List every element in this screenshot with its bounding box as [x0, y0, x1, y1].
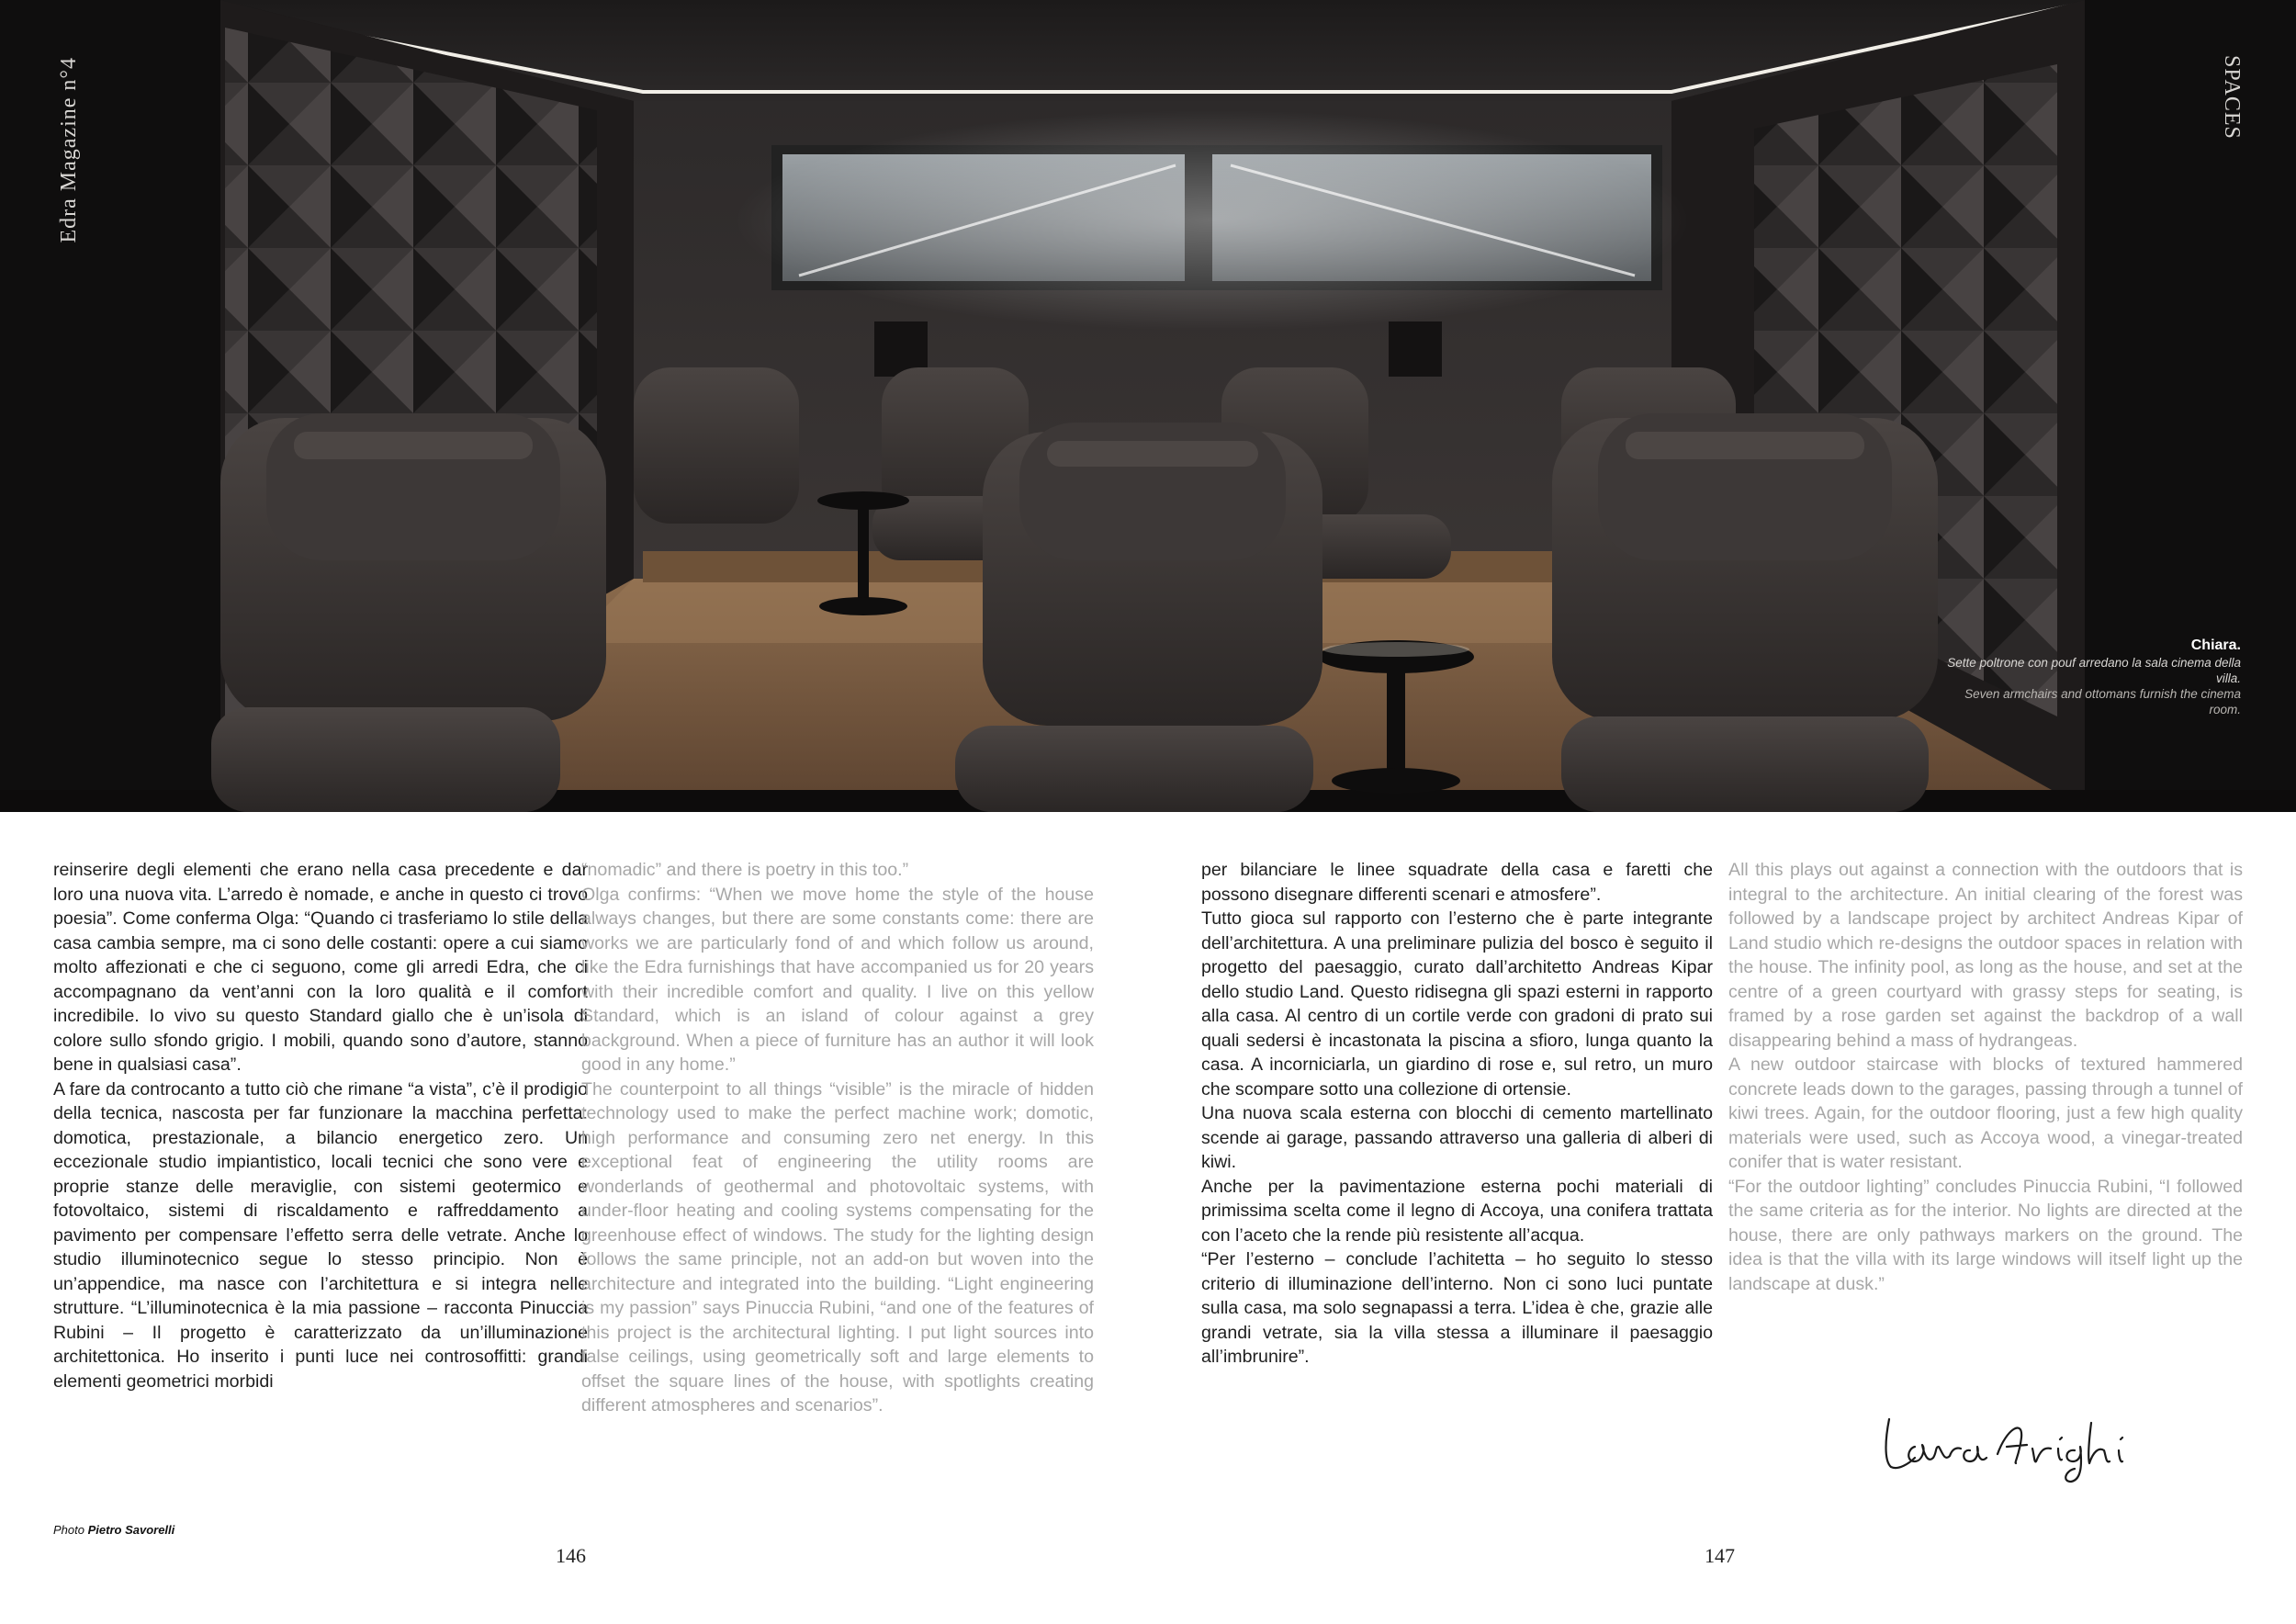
english-column-left [581, 858, 1094, 1418]
credit-prefix: Photo [53, 1523, 84, 1537]
paragraph: Anche per la pavimentazione esterna pochi materiali di primissima scelta come il legno di Accoya, una conifera trattata con l’aceto che la rende più resistente all’acqua. [1201, 1176, 1713, 1246]
italian-column-left [53, 858, 588, 1393]
paragraph: The counterpoint to all things “visible” is the miracle of hidden technology used to make the perfect machine work; domotic, high performance and consuming zero net energy. In this exceptional feat of engineering the utility rooms are wonderlands of geothermal and photovoltaic systems, with under-floor heating and cooling systems compensating for the greenhouse effect of windows. The study for the lighting design follows the same principle, not an add-on but woven into the architecture and integrated into the building. “Light engineering is my passion” says Pinuccia Rubini, “and one of the features of this project is the architectural lighting. I put light sources into false ceilings, using geometrically soft and large elements to offset the square lines of the house, with spotlights creating different atmospheres and scenarios”. [581, 1078, 1094, 1415]
paragraph: per bilanciare le linee squadrate della casa e faretti che possono disegnare differenti scenari e atmosfere”. [1201, 860, 1713, 905]
paragraph: “For the outdoor lighting” concludes Pinuccia Rubini, “I followed the same criteria as for the interior. No lights are directed at the house, there are only pathways markers on the ground. The idea is that the villa with its large windows will itself light up the landscape at dusk.” [1728, 1176, 2243, 1294]
caption-title: Chiara. [2190, 637, 2241, 653]
paragraph: All this plays out against a connection with the outdoors that is integral to the architecture. An initial clearing of the forest was followed by a landscape project by architect Andreas Kipar of Land studio which re-designs the outdoor spaces in relation with the house. The infinity pool, as long as the house, and set at the centre of a green courtyard with grassy steps for seating, is framed by a rose garden set against the backdrop of a wall disappearing behind a mass of hydrangeas. [1728, 860, 2243, 1051]
paragraph: A new outdoor staircase with blocks of textured hammered concrete leads down to the garages, passing through a tunnel of kiwi trees. Again, for the outdoor flooring, just a few high quality materials were used, such as Accoya wood, a vinegar-treated conifer that is water resistant. [1728, 1054, 2243, 1172]
paragraph: Tutto gioca sul rapporto con l’esterno che è parte integrante dell’architettura. A una preliminare pulizia del bosco è seguito il progetto del paesaggio, curato dall’architetto Andreas Kipar dello studio Land. Questo ridisegna gli spazi esterni in rapporto alla casa. Al centro di un cortile verde con gradoni di prato sui quali sedersi è incastonata la piscina a sfioro, lunga quanto la casa. A incorniciarla, un giardino di rose e, sul retro, un muro che scompare sotto una collezione di ortensie. [1201, 908, 1713, 1100]
paragraph: reinserire degli elementi che erano nella casa precedente e dar loro una nuova vita. L’arredo è nomade, e anche in questo ci trovo poesia”. Come conferma Olga: “Quando ci trasferiamo lo stile della casa cambia sempre, ma ci sono delle costanti: opere a cui siamo molto affezionati e che ci seguono, come gli arredi Edra, che ci accompagnano da vent’anni con la loro qualità e il comfort incredibile. Io vivo su questo Standard giallo che è un’isola di colore sullo sfondo grigio. I mobili, quando sono d’autore, stanno bene in qualsiasi casa”. [53, 860, 588, 1075]
photographer-name: Pietro Savorelli [87, 1523, 175, 1537]
author-signature [1878, 1410, 2135, 1483]
caption-italian: Sette poltrone con pouf arredano la sala cinema della villa. [1947, 656, 2241, 685]
page-number-left: 146 [556, 1544, 586, 1567]
italian-column-right [1201, 858, 1713, 1370]
paragraph: A fare da controcanto a tutto ciò che rimane “a vista”, c’è il prodigio della tecnica, nascosta per far funzionare la macchina perfetta: domotica, prestazionale, a bilancio energetico zero. Un eccezionale studio impiantistico, locali tecnici che sono vere e proprie stanze delle meraviglie, con sistemi geotermico e fotovoltaico, sistemi di riscaldamento e raffreddamento a pavimento per compensare l’effetto serra delle vetrate. Anche lo studio illuminotecnico segue lo stesso principio. Non è un’appendice, ma nasce con l’architettura e si integra nelle strutture. “L’illuminotecnica è la mia passione – racconta Pinuccia Rubini – Il progetto è caratterizzato da un’illuminazione architettonica. Ho inserito i punti luce nei controsoffitti: grandi elementi geometrici morbidi [53, 1078, 588, 1392]
paragraph: Una nuova scala esterna con blocchi di cemento martellinato scende ai garage, passando attraverso una galleria di alberi di kiwi. [1201, 1103, 1713, 1172]
paragraph: “nomadic” and there is poetry in this too.” [581, 860, 909, 880]
magazine-issue-label: Edra Magazine n°4 [57, 57, 81, 243]
paragraph: Olga confirms: “When we move home the style of the house always changes, but there are some constants come: there are works we are particularly fond of and which follow us around, like the Edra furnishings that have accompanied us for 20 years with their incredible comfort and quality. I live on this yellow Standard, which is an island of colour against a grey background. When a piece of furniture has an author it will look good in any home.” [581, 884, 1094, 1075]
photo-credit [53, 1523, 174, 1537]
photo-caption [1938, 637, 2241, 717]
caption-english: Seven armchairs and ottomans furnish the cinema room. [1964, 687, 2241, 716]
page-number-right: 147 [1705, 1544, 1735, 1567]
section-label: SPACES [2220, 55, 2244, 140]
english-column-right [1728, 858, 2243, 1296]
paragraph: “Per l’esterno – conclude l’achitetta – ho seguito lo stesso criterio di illuminazione dell’interno. Non ci sono luci puntate sulla casa, ma solo segnapassi a terra. L’idea è che, grazie alle grandi vetrate, sia la villa stessa a illuminare il paesaggio all’imbrunire”. [1201, 1249, 1713, 1367]
